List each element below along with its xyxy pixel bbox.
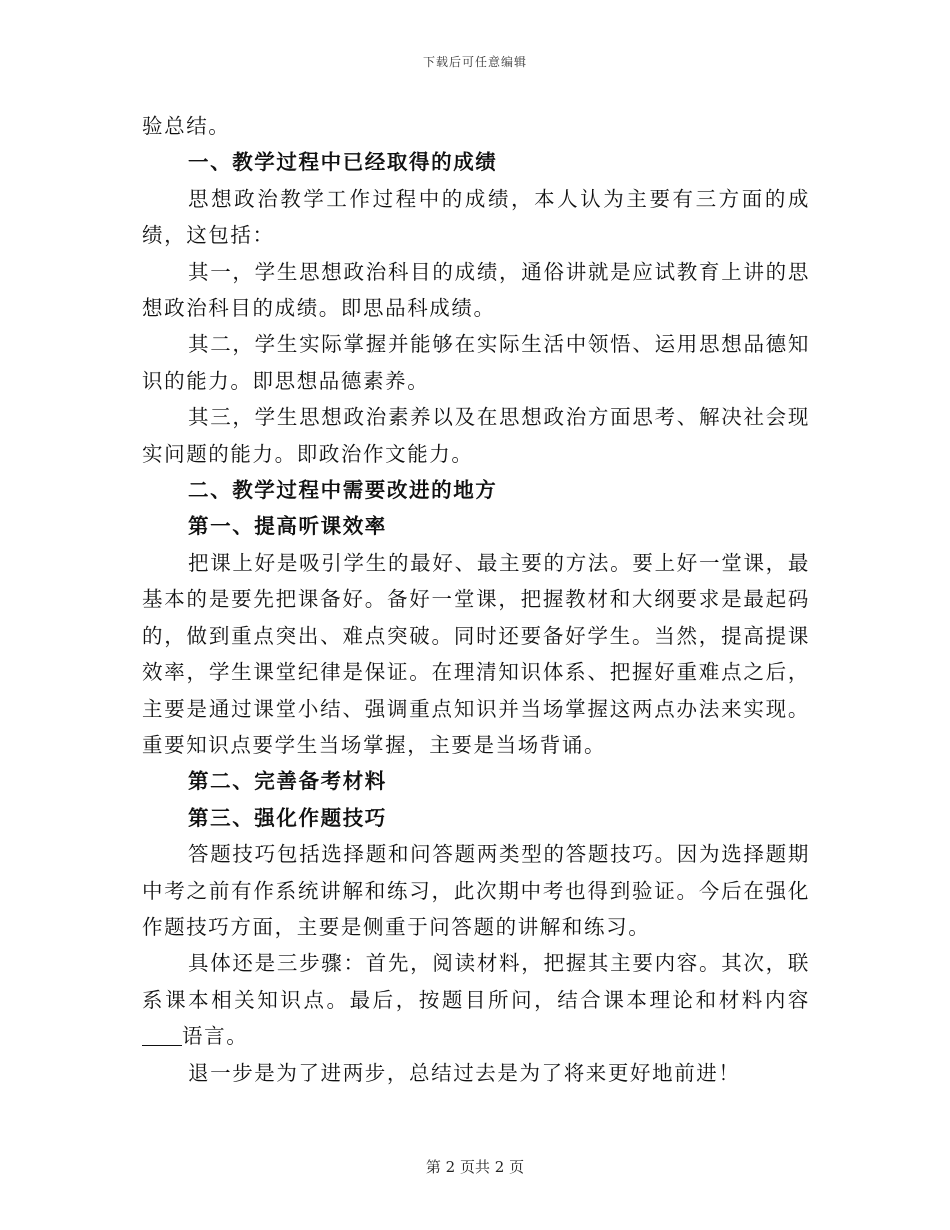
paragraph-efficiency: 把课上好是吸引学生的最好、最主要的方法。要上好一堂课，最基本的是要先把课备好。备好一堂课，把握教材和大纲要求是最起码的，做到重点突出、难点突破。同时还要备好学生。当然，提高提课效率，学生课堂纪律是保证。在理清知识体系、把握好重难点之后，主要是通过课堂小结、强调重点知识并当场掌握这两点办法来实现。重要知识点要学生当场掌握，主要是当场背诵。 (142, 550, 810, 757)
paragraph-second-point: 其二，学生实际掌握并能够在实际生活中领悟、运用思想品德知识的能力。即思想品德素养。 (142, 332, 810, 393)
paragraph-achievements-intro: 思想政治教学工作过程中的成绩，本人认为主要有三方面的成绩，这包括： (142, 186, 810, 248)
paragraph-skills: 答题技巧包括选择题和问答题两类型的答题技巧。因为选择题期中考之前有作系统讲解和练习，此次期中考也得到验证。今后在强化作题技巧方面，主要是侧重于问答题的讲解和练习。 (142, 842, 810, 939)
subheading-skills: 第三、强化作题技巧 (188, 805, 387, 830)
three-steps-text: 具体还是三步骤：首先，阅读材料，把握其主要内容。其次，联系课本相关知识点。最后，按题目所问，结合课本理论和材料内容 (142, 951, 810, 1012)
section-heading-achievements: 一、教学过程中已经取得的成绩 (188, 150, 498, 175)
paragraph-continuation: 验总结。 (142, 114, 231, 138)
paragraph-closing: 退一步是为了进两步，总结过去是为了将来更好地前进！ (188, 1060, 741, 1085)
section-heading-improvements: 二、教学过程中需要改进的地方 (188, 478, 498, 503)
page-header: 下载后可任意编辑 (422, 55, 527, 69)
subheading-materials: 第二、完善备考材料 (188, 769, 387, 794)
fill-in-blank (142, 1025, 182, 1046)
paragraph-first-point: 其一，学生思想政治科目的成绩，通俗讲就是应试教育上讲的思想政治科目的成绩。即思品科成绩。 (142, 259, 810, 321)
subheading-efficiency: 第一、提高听课效率 (188, 514, 387, 539)
paragraph-three-steps (142, 945, 810, 1054)
page-footer: 第 2 页共 2 页 (425, 1158, 525, 1176)
three-steps-ending: 语言。 (182, 1024, 249, 1049)
paragraph-third-point: 其三，学生思想政治素养以及在思想政治方面思考、解决社会现实问题的能力。即政治作文能力。 (142, 405, 810, 466)
document-body (142, 108, 810, 1091)
